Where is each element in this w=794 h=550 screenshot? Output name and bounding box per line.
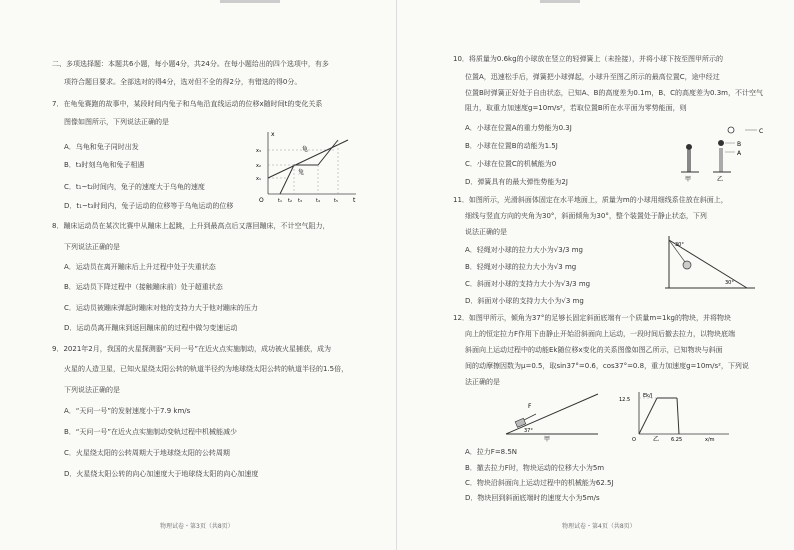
q7-x-tick: t₂ [288, 198, 292, 204]
q12-stem-cont: 法正确的是 [465, 378, 500, 386]
q7-label-tortoise: 龟 [302, 146, 309, 153]
q7-y-tick: x₃ [256, 148, 261, 154]
q10-spring-figure [673, 110, 768, 182]
q10-stem: 10．将质量为0.6kg的小球放在竖立的轻弹簧上（未拴接），并将小球下按至图甲所示的 [453, 55, 724, 63]
q11-option-d: D．斜面对小球的支持力大小为√3 mg [465, 297, 584, 305]
q8-stem: 8．蹦床运动员在某次比赛中从蹦床上起跳，上升到最高点后又落回蹦床，不计空气阻力， [52, 222, 330, 230]
q10-stem-cont: 位置A，迅速松手后，弹簧把小球弹起，小球升至图乙所示的最高位置C，途中经过 [465, 73, 720, 81]
q7-x-tick: t₄ [316, 198, 320, 204]
q7-y-tick: x₁ [256, 176, 261, 182]
q10-option-c: C．小球在位置C的机械能为0 [465, 160, 557, 168]
q7-origin: O [259, 197, 264, 204]
q10-label-b: B [737, 141, 742, 148]
q7-label-rabbit: 兔 [298, 169, 305, 176]
page-right [397, 0, 794, 550]
q12-ylabel: Ek/J [643, 393, 653, 399]
q7-xt-graph [256, 128, 361, 204]
q12-stem: 12．如图甲所示，倾角为37°的足够长固定斜面底端有一个质量m=1kg的物块，并将物块 [453, 314, 731, 322]
q10-caption-yi: 乙 [717, 176, 724, 182]
q10-stem-cont: 阻力，取重力加速度g=10m/s²，若取位置B所在水平面为零势能面，则 [465, 104, 687, 112]
q7-stem: 7．在龟兔赛跑的故事中，某段时间内兔子和乌龟沿直线运动的位移x随时间t的变化关系 [52, 100, 323, 108]
section-header: 二、多项选择题：本题共6小题，每小题4分，共24分。在每小题给出的四个选项中，有多 [52, 60, 329, 68]
page-footer-right: 物理试卷・第4页（共8页） [562, 523, 636, 530]
q7-y-tick: x₂ [256, 163, 261, 169]
q7-x-tick: t₅ [334, 198, 338, 204]
q11-option-b: B．轻绳对小球的拉力大小为√3 mg [465, 263, 577, 271]
q12-fig-jia [502, 390, 602, 442]
section-header-cont: 项符合题目要求。全部选对的得4分，选对但不全的得2分，有错选的得0分。 [64, 78, 302, 86]
q7-x-axis-label: t [353, 197, 356, 204]
q7-option-a: A．乌龟和兔子同时出发 [64, 143, 139, 151]
q8-option-b: B．运动员下降过程中（接触蹦床前）处于超重状态 [64, 283, 223, 291]
q11-stem: 11．如图所示，光滑斜面体固定在水平地面上，质量为m的小球用细线系住放在斜面上， [453, 196, 728, 204]
q9-stem: 9．2021年2月，我国的火星探测器“天问一号”在近火点实施制动，成功被火星捕获，成为 [52, 345, 331, 353]
q12-option-a: A．拉力F=8.5N [465, 448, 518, 456]
q7-x-tick: t₁ [278, 198, 282, 204]
q7-y-axis-label: x [271, 131, 275, 138]
q12-y-tick: 12.5 [619, 397, 631, 403]
q8-stem-cont: 下列说法正确的是 [64, 243, 120, 251]
q10-label-c: C [759, 128, 764, 135]
q10-option-d: D．弹簧具有的最大弹性势能为2J [465, 178, 568, 186]
q11-stem-cont: 细线与竖直方向的夹角为30°，斜面倾角为30°，整个装置处于静止状态，下列 [465, 212, 707, 220]
q10-label-a: A [737, 150, 742, 157]
q12-caption-jia: 甲 [544, 436, 551, 442]
q7-option-c: C．t₁~t₂时间内，兔子的速度大于乌龟的速度 [64, 183, 205, 191]
q12-caption-yi: 乙 [653, 436, 660, 442]
q12-origin: O [632, 437, 636, 442]
q12-option-d: D．物块回到斜面底端时的速度大小为5m/s [465, 494, 600, 502]
q7-option-d: D．t₁~t₃时间内，兔子运动的位移等于乌龟运动的位移 [64, 202, 234, 210]
q9-option-a: A．“天问一号”的发射速度小于7.9 km/s [64, 407, 191, 415]
q12-stem-cont: 向上的恒定拉力F作用下由静止开始沿斜面向上运动，一段时间后撤去拉力，以物块底端 [465, 330, 736, 338]
q10-caption-jia: 甲 [685, 176, 692, 182]
q9-option-d: D．火星绕太阳公转的向心加速度大于地球绕太阳的向心加速度 [64, 470, 259, 478]
q7-stem-cont: 图像如图所示，下列说法正确的是 [64, 118, 169, 126]
q12-stem-cont: 斜面向上运动过程中的动能Ek随位移x变化的关系图像如图乙所示，已知物块与斜面 [465, 346, 723, 354]
q9-option-b: B．“天问一号”在近火点实施制动变轨过程中机械能减少 [64, 428, 238, 436]
q12-stem-cont: 间的动摩擦因数为μ=0.5，取sin37°=0.6，cos37°=0.8，重力加速度g=10m/s²，下列说 [465, 362, 749, 370]
q9-option-c: C．火星绕太阳的公转周期大于地球绕太阳的公转周期 [64, 449, 230, 457]
q12-option-c: C．物块沿斜面向上运动过程中的机械能为62.5J [465, 479, 614, 487]
q9-stem-cont: 下列说法正确的是 [64, 386, 120, 394]
q11-incline-figure [659, 232, 759, 292]
q7-option-b: B．t₃时刻乌龟和兔子相遇 [64, 161, 145, 169]
q10-stem-cont: 位置B时弹簧正好处于自由状态，已知A、B的高度差为0.1m，B、C的高度差为0.3m，不计空气 [465, 89, 763, 97]
page-footer-left: 物理试卷・第3页（共8页） [160, 523, 234, 530]
q11-option-c: C．斜面对小球的支持力大小为√3/3 mg [465, 280, 591, 288]
q8-option-d: D．运动员离开蹦床到返回蹦床前的过程中做匀变速运动 [64, 324, 238, 332]
q12-fig-yi [617, 390, 737, 442]
q11-stem-cont: 说法正确的是 [465, 228, 507, 236]
q11-option-a: A．轻绳对小球的拉力大小为√3/3 mg [465, 246, 584, 254]
q12-xlabel: x/m [705, 437, 715, 442]
q12-x-tick: 6.25 [671, 437, 683, 442]
q10-option-b: B．小球在位置B的动能为1.5J [465, 142, 558, 150]
q11-angle-rope: 30° [675, 242, 684, 248]
q12-option-b: B．撤去拉力F时，物块运动的位移大小为5m [465, 464, 605, 472]
q11-angle-incline: 30° [725, 280, 734, 286]
q8-option-c: C．运动员被蹦床弹起时蹦床对他的支持力大于他对蹦床的压力 [64, 304, 258, 312]
q12-label-f: F [528, 403, 532, 410]
q8-option-a: A．运动员在离开蹦床后上升过程中处于失重状态 [64, 263, 216, 271]
q7-x-tick: t₃ [298, 198, 302, 204]
q10-option-a: A．小球在位置A的重力势能为0.3J [465, 124, 572, 132]
q9-stem-cont: 火星的人造卫星，已知火星绕太阳公转的轨道半径约为地球绕太阳公转的轨道半径的1.5倍， [64, 365, 349, 373]
q12-angle: 37° [524, 428, 533, 434]
